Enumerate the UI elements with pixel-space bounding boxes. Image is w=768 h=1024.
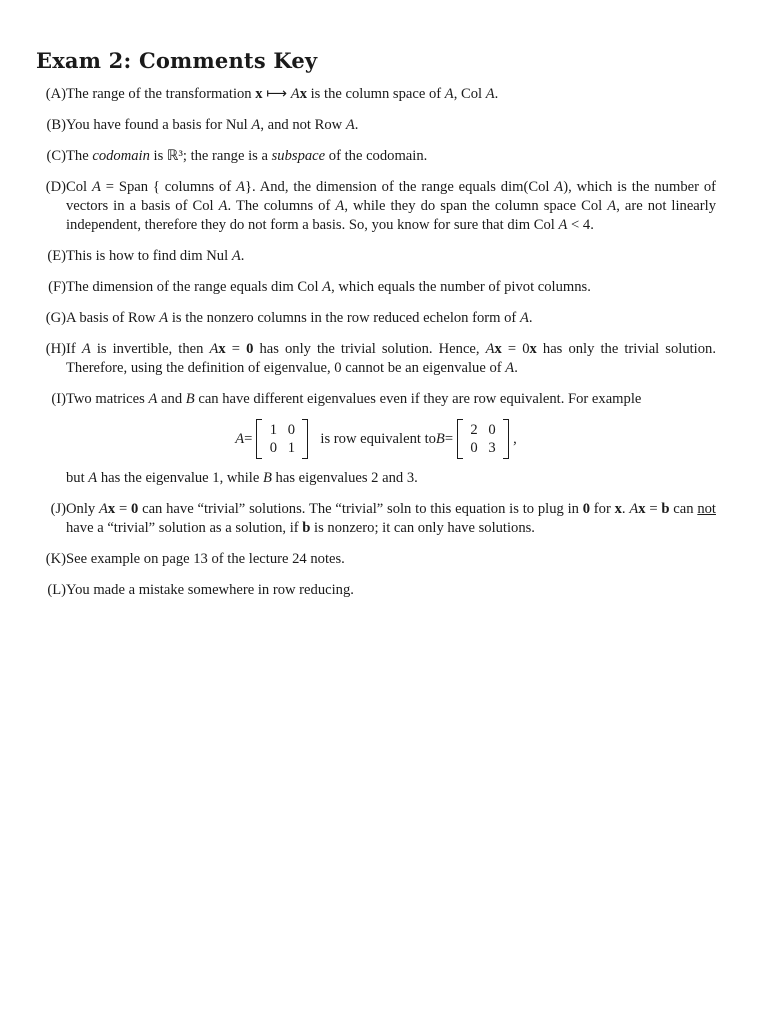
right-bracket bbox=[302, 419, 308, 459]
text-span: A basis of Row bbox=[66, 310, 160, 326]
math-x: x bbox=[299, 86, 307, 102]
math-a: A bbox=[345, 117, 355, 133]
text-span: , Col bbox=[453, 86, 486, 102]
comment-item-e bbox=[36, 247, 716, 266]
item-text bbox=[66, 85, 716, 104]
math-a: A bbox=[505, 360, 515, 376]
math-a: A bbox=[335, 198, 345, 214]
math-a: A bbox=[236, 179, 245, 195]
math-a: A bbox=[290, 86, 300, 102]
text-span: See example on page 13 of the lecture 24 notes. bbox=[66, 551, 345, 567]
text-span: The range of the transformation bbox=[66, 86, 256, 102]
text-span: has only the trivial solution. Hence, bbox=[253, 341, 486, 357]
right-bracket bbox=[503, 419, 509, 459]
document-page bbox=[36, 48, 716, 612]
math-b: B bbox=[435, 430, 445, 447]
math-x: x bbox=[218, 341, 226, 357]
text-span: ), which is the number of vectors in a basis of Col bbox=[66, 179, 716, 214]
text-span: = Span { columns of bbox=[100, 179, 237, 195]
comment-item-g bbox=[36, 309, 716, 328]
matrix-equation bbox=[36, 419, 716, 459]
text-span: . bbox=[354, 117, 359, 133]
text-span: , are not linearly independent, therefore they do not form a basis. So, you know for sure that dim Col bbox=[66, 198, 716, 233]
math-x: x bbox=[494, 341, 502, 357]
text-span: . The columns of bbox=[227, 198, 336, 214]
item-label: (E) bbox=[47, 248, 66, 264]
text-span: . bbox=[494, 86, 499, 102]
math-zero-vector: 0 bbox=[246, 341, 254, 357]
math-a: A bbox=[251, 117, 261, 133]
text-span: < 4. bbox=[567, 217, 594, 233]
matrix-entry: 1 bbox=[287, 440, 296, 456]
math-zero-vector: 0 bbox=[582, 501, 591, 517]
text-span: , which equals the number of pivot columns. bbox=[331, 279, 591, 295]
comment-item-c bbox=[36, 147, 716, 166]
item-label: (L) bbox=[47, 582, 66, 598]
text-span: has only the trivial solution. Therefore, using the definition of eigenvalue, 0 cannot be an eigenvalue of bbox=[66, 341, 716, 376]
item-text bbox=[66, 147, 716, 166]
math-a: A bbox=[218, 198, 228, 214]
text-span: of the codomain. bbox=[325, 148, 428, 164]
math-b: B bbox=[262, 470, 272, 486]
matrix-entry: 0 bbox=[470, 440, 478, 456]
text-span: is the column space of bbox=[306, 86, 445, 102]
text-span: . bbox=[240, 248, 245, 264]
emphasis-codomain: codomain bbox=[92, 148, 150, 164]
math-b-vector: b bbox=[661, 501, 670, 517]
text-span: = bbox=[645, 501, 662, 517]
text-span: is nonzero; it can only have solutions. bbox=[310, 520, 535, 536]
math-a: A bbox=[91, 179, 101, 195]
item-label: (F) bbox=[48, 279, 66, 295]
text-span: The bbox=[66, 148, 93, 164]
text-span: but bbox=[66, 470, 89, 486]
item-label: (D) bbox=[45, 179, 66, 195]
text-span: }. And, the dimension of the range equals dim(Col bbox=[244, 179, 555, 195]
text-span: . bbox=[528, 310, 533, 326]
matrix-entry: 0 bbox=[488, 422, 496, 438]
matrix-entry: 0 bbox=[287, 422, 296, 438]
text-span: , bbox=[513, 430, 517, 447]
text-span: have a “trivial” solution as a solution, if bbox=[66, 520, 303, 536]
math-x: x bbox=[638, 501, 646, 517]
math-a: A bbox=[485, 341, 495, 357]
text-span: can have “trivial” solutions. The “trivial” soln to this equation is to plug in bbox=[138, 501, 583, 517]
matrix-b bbox=[457, 419, 509, 459]
comment-item-h bbox=[36, 340, 716, 378]
page-title: Exam 2: Comments Key bbox=[36, 48, 318, 73]
text-span: . bbox=[621, 501, 630, 517]
item-text bbox=[66, 247, 716, 266]
item-text bbox=[66, 340, 716, 378]
matrix-a-entries bbox=[262, 421, 302, 457]
math-a: A bbox=[558, 217, 568, 233]
math-x: x bbox=[529, 341, 537, 357]
text-span: = bbox=[225, 341, 247, 357]
math-a: A bbox=[81, 341, 91, 357]
text-span: This is how to find dim Nul bbox=[66, 248, 232, 264]
text-span: , and not Row bbox=[260, 117, 346, 133]
text-span: = bbox=[244, 430, 253, 447]
matrix-b-entries bbox=[463, 421, 503, 457]
item-text bbox=[66, 550, 716, 569]
math-a: A bbox=[231, 248, 241, 264]
text-span: The dimension of the range equals dim Col bbox=[66, 279, 323, 295]
math-a: A bbox=[209, 341, 219, 357]
math-a: A bbox=[322, 279, 332, 295]
text-span: ⟼ bbox=[262, 86, 291, 102]
comment-item-a bbox=[36, 85, 716, 104]
item-label: (G) bbox=[45, 310, 66, 326]
text-span: is ℝ³; the range is a bbox=[149, 148, 272, 164]
text-span: can have different eigenvalues even if they are row equivalent. For example bbox=[194, 391, 642, 407]
text-span: has the eigenvalue 1, while bbox=[97, 470, 263, 486]
item-label: (I) bbox=[51, 391, 66, 407]
math-a: A bbox=[607, 198, 617, 214]
text-span: for bbox=[590, 501, 615, 517]
text-span: You have found a basis for Nul bbox=[66, 117, 252, 133]
text-span: is row equivalent to bbox=[320, 430, 436, 447]
item-label: (J) bbox=[50, 501, 66, 517]
text-span: has eigenvalues 2 and 3. bbox=[271, 470, 418, 486]
matrix-a bbox=[256, 419, 308, 459]
comment-item-l bbox=[36, 581, 716, 600]
text-span: Col bbox=[66, 179, 92, 195]
comment-item-j bbox=[36, 500, 716, 538]
math-a: A bbox=[519, 310, 529, 326]
item-text bbox=[66, 309, 716, 328]
text-span: is the nonzero columns in the row reduced echelon form of bbox=[168, 310, 520, 326]
text-span: and bbox=[157, 391, 186, 407]
math-a: A bbox=[159, 310, 169, 326]
item-text bbox=[66, 390, 716, 488]
text-span: = bbox=[444, 430, 454, 447]
math-x: x bbox=[614, 501, 622, 517]
math-a: A bbox=[554, 179, 564, 195]
math-x: x bbox=[107, 501, 116, 517]
text-span: Two matrices bbox=[66, 391, 149, 407]
comment-item-k bbox=[36, 550, 716, 569]
item-text bbox=[66, 178, 716, 235]
matrix-entry: 1 bbox=[269, 422, 278, 438]
text-span: Only bbox=[66, 501, 99, 517]
math-a: A bbox=[148, 391, 158, 407]
math-a: A bbox=[88, 470, 98, 486]
text-span: is invertible, then bbox=[90, 341, 210, 357]
item-text bbox=[66, 581, 716, 600]
comment-item-b bbox=[36, 116, 716, 135]
item-label: (C) bbox=[46, 148, 66, 164]
math-a: A bbox=[98, 501, 108, 517]
math-b: B bbox=[185, 391, 195, 407]
comment-item-i bbox=[36, 390, 716, 488]
math-a: A bbox=[485, 86, 495, 102]
text-span: , while they do span the column space Col bbox=[344, 198, 608, 214]
text-span: = bbox=[115, 501, 132, 517]
math-x: x bbox=[255, 86, 263, 102]
math-a: A bbox=[629, 501, 639, 517]
item-label: (H) bbox=[45, 341, 66, 357]
text-span: If bbox=[66, 341, 82, 357]
math-a: A bbox=[444, 86, 454, 102]
math-zero-vector: 0 bbox=[131, 501, 139, 517]
text-span: You made a mistake somewhere in row reducing. bbox=[66, 582, 354, 598]
matrix-entry: 0 bbox=[269, 440, 278, 456]
item-label: (K) bbox=[45, 551, 66, 567]
item-text bbox=[66, 500, 716, 538]
item-label: (B) bbox=[46, 117, 66, 133]
matrix-entry: 2 bbox=[470, 422, 478, 438]
text-span: can bbox=[669, 501, 698, 517]
item-label: (A) bbox=[45, 86, 66, 102]
text-span: = 0 bbox=[501, 341, 530, 357]
item-text bbox=[66, 278, 716, 297]
text-span: . bbox=[514, 360, 518, 376]
comment-item-f bbox=[36, 278, 716, 297]
underlined-not: not bbox=[697, 501, 716, 517]
item-text bbox=[66, 116, 716, 135]
comment-item-d bbox=[36, 178, 716, 235]
math-a: A bbox=[235, 430, 245, 447]
matrix-entry: 3 bbox=[488, 440, 496, 456]
emphasis-subspace: subspace bbox=[271, 148, 326, 164]
math-b-vector: b bbox=[302, 520, 311, 536]
